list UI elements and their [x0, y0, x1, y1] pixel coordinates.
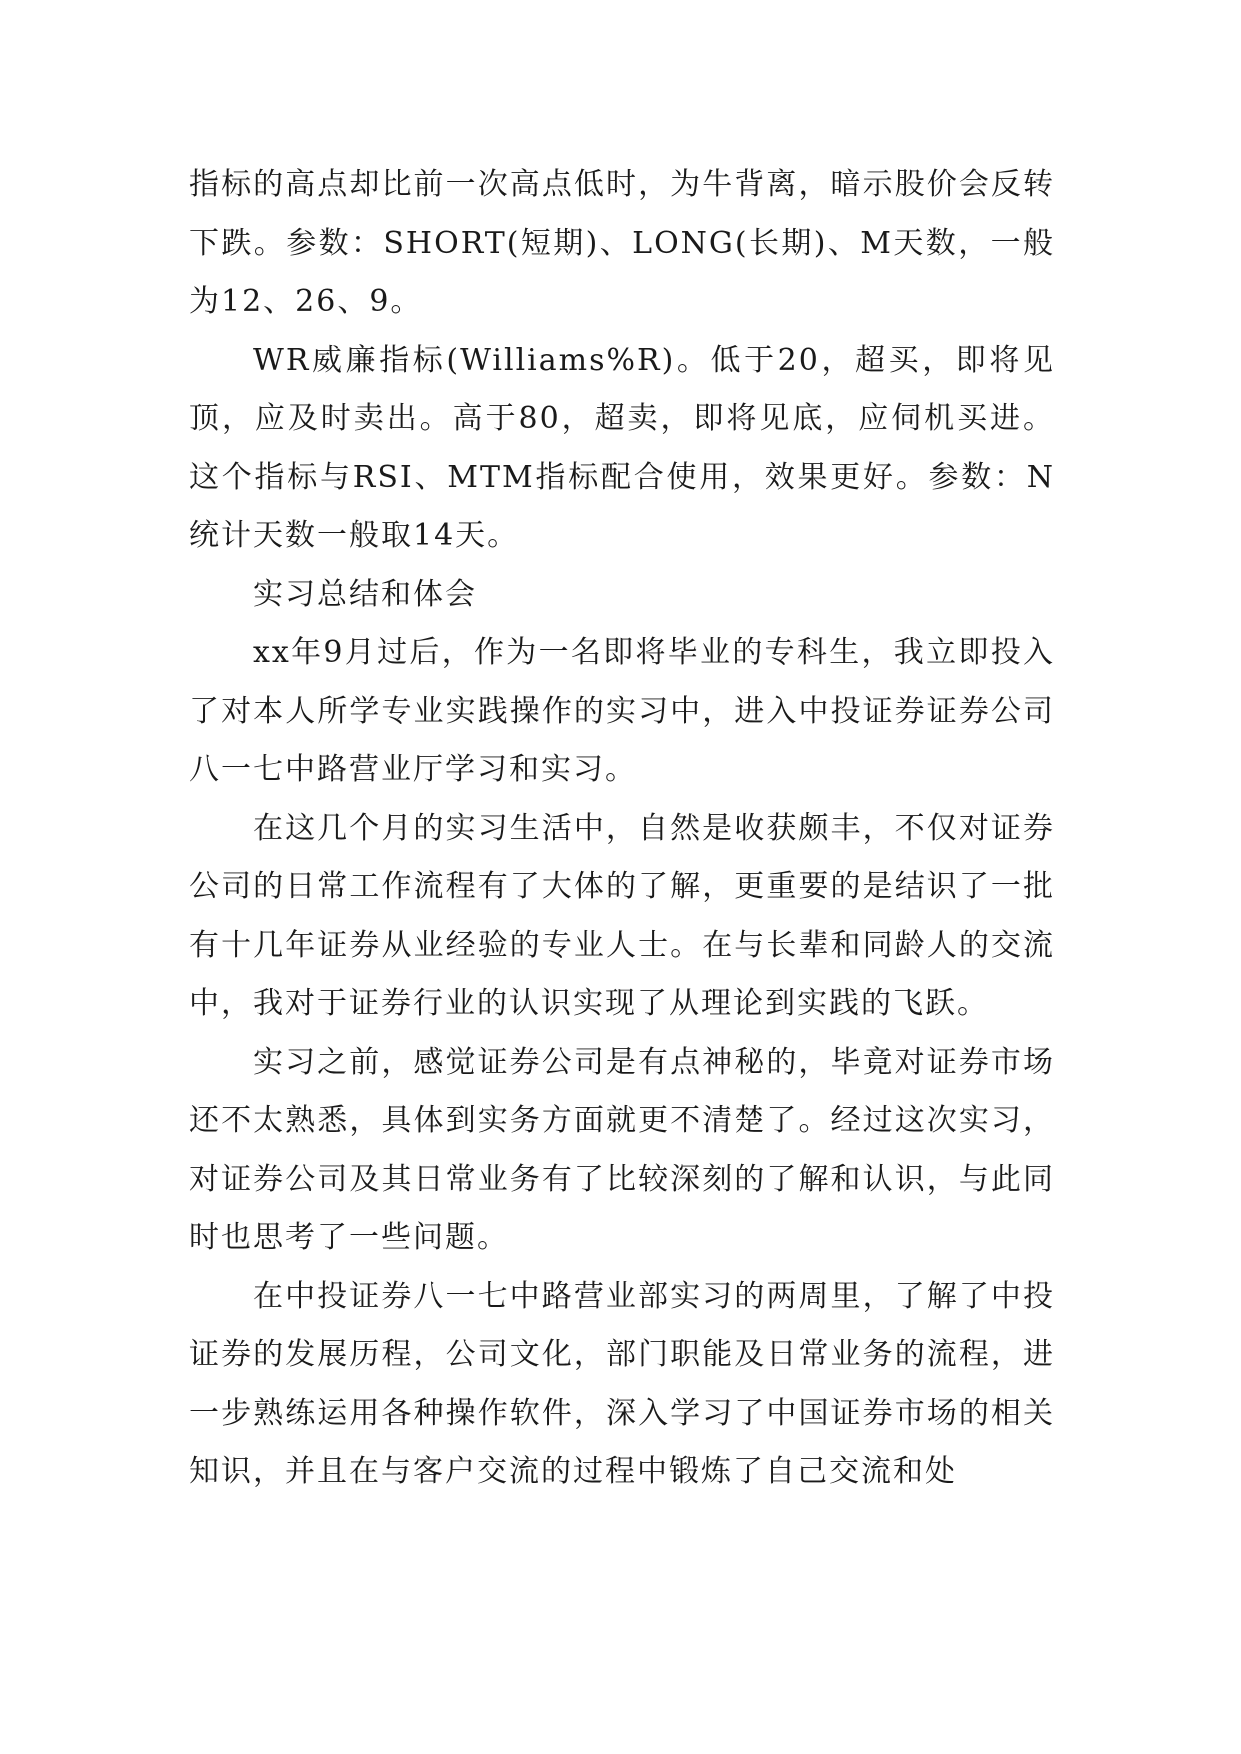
paragraph-internship-gains: 在这几个月的实习生活中，自然是收获颇丰，不仅对证券公司的日常工作流程有了大体的了解，更重要的是结识了一批有十几年证券从业经验的专业人士。在与长辈和同龄人的交流中，我对于证券行业的认识实现了从理论到实践的飞跃。 [189, 810, 1055, 1021]
paragraph-before-internship: 实习之前，感觉证券公司是有点神秘的，毕竟对证券市场还不太熟悉，具体到实务方面就更不清楚了。经过这次实习，对证券公司及其日常业务有了比较深刻的了解和认识，与此同时也思考了一些问题。 [189, 1044, 1055, 1255]
paragraph-wr-indicator: WR威廉指标(Williams%R)。低于20，超买，即将见顶，应及时卖出。高于80，超卖，即将见底，应伺机买进。这个指标与RSI、MTM指标配合使用，效果更好。参数：N统计天数一般取14天。 [189, 342, 1055, 553]
paragraph-macd-continued: 指标的高点却比前一次高点低时，为牛背离，暗示股价会反转下跌。参数：SHORT(短期)、LONG(长期)、M天数，一般为12、26、9。 [189, 167, 1055, 319]
section-heading-internship-summary: 实习总结和体会 [253, 576, 477, 612]
paragraph-two-weeks: 在中投证券八一七中路营业部实习的两周里，了解了中投证券的发展历程，公司文化，部门职能及日常业务的流程，进一步熟练运用各种操作软件，深入学习了中国证券市场的相关知识，并且在与客户交流的过程中锻炼了自己交流和处 [189, 1278, 1055, 1489]
paragraph-internship-start: xx年9月过后，作为一名即将毕业的专科生，我立即投入了对本人所学专业实践操作的实习中，进入中投证券证券公司八一七中路营业厅学习和实习。 [189, 635, 1055, 787]
document-body [189, 156, 1055, 1502]
